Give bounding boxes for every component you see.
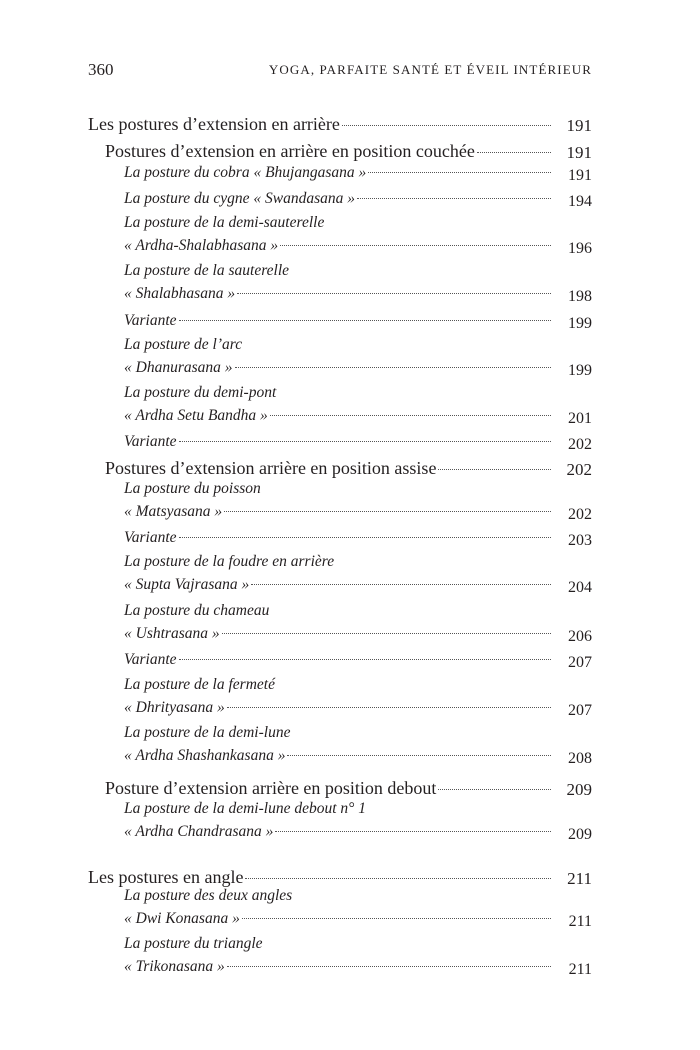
page-number: 360 bbox=[88, 60, 114, 79]
toc-entry bbox=[0, 867, 700, 891]
toc-entry-title: « Ardha-Shalabhasana » bbox=[124, 237, 279, 254]
toc-entry-title-line1: La posture des deux angles bbox=[124, 887, 293, 904]
toc-page-number: 194 bbox=[568, 193, 592, 210]
toc-entry bbox=[0, 480, 700, 527]
toc-page-number: 209 bbox=[568, 826, 592, 843]
toc-page-number: 202 bbox=[568, 436, 592, 453]
toc-entry-title-line1: La posture de la demi-sauterelle bbox=[124, 214, 325, 231]
toc-entry-title: « Shalabhasana » bbox=[124, 285, 236, 302]
dot-leader bbox=[179, 320, 551, 321]
toc-entry bbox=[0, 553, 700, 600]
dot-leader bbox=[342, 125, 551, 126]
toc-entry-title: Variante bbox=[124, 312, 177, 329]
toc-entry bbox=[0, 529, 700, 553]
dot-leader bbox=[357, 198, 551, 199]
toc-entry bbox=[0, 887, 700, 934]
dot-leader bbox=[477, 152, 551, 153]
toc-entry-title: La posture du cygne « Swandasana » bbox=[124, 190, 356, 207]
toc-page-number: 191 bbox=[568, 167, 592, 184]
toc-entry-title-line1: La posture du triangle bbox=[124, 935, 263, 952]
toc-entry bbox=[0, 778, 700, 802]
toc-page-number: 199 bbox=[568, 362, 592, 379]
toc-entry bbox=[0, 336, 700, 383]
dot-leader bbox=[242, 918, 551, 919]
toc-entry bbox=[0, 433, 700, 457]
toc-entry-title: « Matsyasana » bbox=[124, 503, 223, 520]
toc-page-number: 191 bbox=[566, 143, 592, 162]
toc-page-number: 198 bbox=[568, 288, 592, 305]
dot-leader bbox=[222, 633, 551, 634]
toc-page-number: 202 bbox=[568, 506, 592, 523]
toc-page-number: 202 bbox=[566, 460, 592, 479]
toc-entry bbox=[0, 190, 700, 214]
toc-entry-title: Les postures d’extension en arrière bbox=[88, 114, 340, 134]
running-title: YOGA, PARFAITE SANTÉ ET ÉVEIL INTÉRIEUR bbox=[268, 62, 592, 77]
toc-entry-title: « Dwi Konasana » bbox=[124, 910, 240, 927]
toc-page-number: 201 bbox=[568, 410, 592, 427]
dot-leader bbox=[245, 878, 551, 879]
toc-entry bbox=[0, 724, 700, 771]
toc-entry bbox=[0, 114, 700, 138]
dot-leader bbox=[287, 755, 551, 756]
toc-entry bbox=[0, 651, 700, 675]
toc-page-number: 204 bbox=[568, 579, 592, 596]
dot-leader bbox=[270, 415, 551, 416]
toc-page-number: 206 bbox=[568, 628, 592, 645]
toc-page-number: 199 bbox=[568, 315, 592, 332]
toc-entry bbox=[0, 800, 700, 847]
toc-entry-title: Variante bbox=[124, 651, 177, 668]
toc-entry-title: Les postures en angle bbox=[88, 867, 244, 887]
toc-entry-title: Postures d’extension arrière en position assise bbox=[105, 458, 437, 478]
toc-entry-title: « Ardha Setu Bandha » bbox=[124, 407, 268, 424]
toc-entry-title: « Ardha Shashankasana » bbox=[124, 747, 286, 764]
toc-entry-title-line1: La posture du demi-pont bbox=[124, 384, 277, 401]
dot-leader bbox=[224, 511, 551, 512]
toc-page-number: 211 bbox=[567, 869, 592, 888]
toc-entry-title-line1: La posture de l’arc bbox=[124, 336, 243, 353]
toc-entry-title: « Dhrityasana » bbox=[124, 699, 225, 716]
dot-leader bbox=[251, 584, 551, 585]
dot-leader bbox=[179, 441, 551, 442]
toc-entry-title-line1: La posture de la sauterelle bbox=[124, 262, 290, 279]
toc-entry-title: « Supta Vajrasana » bbox=[124, 576, 250, 593]
dot-leader bbox=[438, 789, 551, 790]
dot-leader bbox=[227, 966, 551, 967]
dot-leader bbox=[237, 293, 551, 294]
toc-page-number: 191 bbox=[566, 116, 592, 135]
toc-entry-title: Posture d’extension arrière en position debout bbox=[105, 778, 437, 798]
toc-entry-title: « Ardha Chandrasana » bbox=[124, 823, 274, 840]
toc-entry-title: « Ushtrasana » bbox=[124, 625, 220, 642]
toc-entry-title: Postures d’extension en arrière en position couchée bbox=[105, 141, 475, 161]
toc-entry-title: Variante bbox=[124, 529, 177, 546]
dot-leader bbox=[235, 367, 551, 368]
dot-leader bbox=[179, 659, 551, 660]
toc-entry bbox=[0, 214, 700, 261]
dot-leader bbox=[280, 245, 551, 246]
dot-leader bbox=[438, 469, 551, 470]
toc-page-number: 208 bbox=[568, 750, 592, 767]
toc-page-number: 196 bbox=[568, 240, 592, 257]
toc-entry-title-line1: La posture du poisson bbox=[124, 480, 261, 497]
dot-leader bbox=[179, 537, 551, 538]
toc-entry-title-line1: La posture de la demi-lune debout n° 1 bbox=[124, 800, 366, 817]
toc-page-number: 211 bbox=[568, 913, 592, 930]
toc-entry bbox=[0, 141, 700, 165]
toc-entry bbox=[0, 384, 700, 431]
toc-entry-title-line1: La posture du chameau bbox=[124, 602, 270, 619]
toc-entry-title-line1: La posture de la fermeté bbox=[124, 676, 275, 693]
toc-entry-title-line1: La posture de la demi-lune bbox=[124, 724, 291, 741]
toc-page-number: 203 bbox=[568, 532, 592, 549]
toc-page-number: 209 bbox=[566, 780, 592, 799]
toc-entry-title: « Trikonasana » bbox=[124, 958, 225, 975]
running-header bbox=[88, 60, 592, 84]
toc-entry-title: La posture du cobra « Bhujangasana » bbox=[124, 164, 367, 181]
toc-entry-title: Variante bbox=[124, 433, 177, 450]
toc-page-number: 211 bbox=[568, 961, 592, 978]
toc-page-number: 207 bbox=[568, 654, 592, 671]
toc-entry bbox=[0, 262, 700, 309]
dot-leader bbox=[227, 707, 551, 708]
toc-entry bbox=[0, 935, 700, 982]
toc-entry bbox=[0, 602, 700, 649]
dot-leader bbox=[275, 831, 551, 832]
toc-entry bbox=[0, 676, 700, 723]
toc-entry bbox=[0, 458, 700, 482]
dot-leader bbox=[368, 172, 551, 173]
toc-entry bbox=[0, 164, 700, 188]
toc-entry bbox=[0, 312, 700, 336]
toc-entry-title-line1: La posture de la foudre en arrière bbox=[124, 553, 335, 570]
toc-entry-title: « Dhanurasana » bbox=[124, 359, 233, 376]
toc-page-number: 207 bbox=[568, 702, 592, 719]
